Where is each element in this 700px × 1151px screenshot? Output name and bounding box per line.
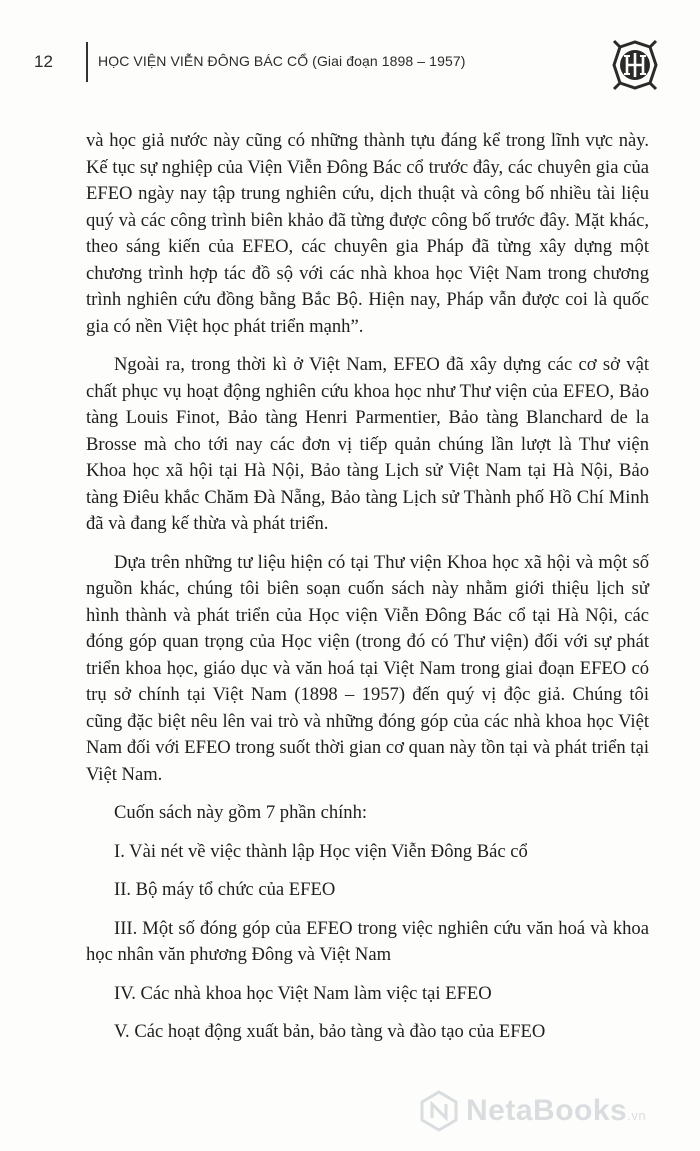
list-item-3: III. Một số đóng góp của EFEO trong việc nghiên cứu văn hoá và khoa học nhân văn phương Đông và Việt Nam [86,917,649,965]
running-title: HỌC VIỆN VIỄN ĐÔNG BÁC CỔ (Giai đoạn 1898 – 1957) [98,53,466,69]
list-item-4: IV. Các nhà khoa học Việt Nam làm việc tại EFEO [114,982,492,1004]
page-body [86,128,649,1058]
paragraph-3: Dựa trên những tư liệu hiện có tại Thư viện Khoa học xã hội và một số nguồn khác, chúng tôi biên soạn cuốn sách này nhằm giới thiệu lịch sử hình thành và phát triển của Học viện Viễn Đông Bác cổ tại Hà Nội, các đóng góp quan trọng của Học viện (trong đó có Thư viện) đối với sự phát triển khoa học, giáo dục và văn hoá tại Việt Nam trong giai đoạn EFEO có trụ sở chính tại Việt Nam (1898 – 1957) đến quý vị độc giả. Chúng tôi cũng đặc biệt nêu lên vai trò và những đóng góp của các nhà khoa học Việt Nam đối với EFEO trong suốt thời gian cơ quan này tồn tại và phát triển tại Việt Nam. [86,551,649,785]
header-divider [86,42,88,82]
list-item-2: II. Bộ máy tổ chức của EFEO [114,879,336,900]
paragraph-4: Cuốn sách này gồm 7 phần chính: [114,802,368,823]
watermark-brand: NetaBooks [466,1094,628,1127]
watermark-text [466,1094,646,1128]
watermark-suffix: .vn [627,1108,647,1123]
publisher-logo-icon [608,38,662,92]
paragraph-2: Ngoài ra, trong thời kì ở Việt Nam, EFEO đã xây dựng các cơ sở vật chất phục vụ hoạt động nghiên cứu khoa học như Thư viện của EFEO, Bảo tàng Louis Finot, Bảo tàng Henri Parmentier, Bảo tàng Blanchard de la Brosse mà cho tới nay các đơn vị tiếp quản chúng lần lượt là Thư viện Khoa học xã hội tại Hà Nội, Bảo tàng Lịch sử Việt Nam tại Hà Nội, Bảo tàng Điêu khắc Chăm Đà Nẵng, Bảo tàng Lịch sử Thành phố Hồ Chí Minh đã và đang kế thừa và phát triển. [86,354,649,534]
list-item-1: I. Vài nét về việc thành lập Học viện Viễn Đông Bác cổ [114,840,528,862]
watermark-logo-icon [418,1090,460,1132]
page-header [0,38,700,88]
paragraph-1: và học giả nước này cũng có những thành tựu đáng kể trong lĩnh vực này. Kế tục sự nghiệp của Viện Viễn Đông Bác cổ trước đây, các chuyên gia của EFEO ngày nay tập trung nghiên cứu, dịch thuật và công bố nhiều tài liệu quý và các công trình biên khảo đã từng được công bố trước đây. Mặt khác, theo sáng kiến của EFEO, các chuyên gia Pháp đã từng xây dựng một chương trình hợp tác đồ sộ với các nhà khoa học Việt Nam trong chương trình nghiên cứu đồng bằng Bắc Bộ. Hiện nay, Pháp vẫn được coi là quốc gia có nền Việt học phát triển mạnh”. [86,130,649,337]
watermark [418,1088,700,1136]
list-item-5: V. Các hoạt động xuất bản, bảo tàng và đào tạo của EFEO [114,1021,546,1042]
page-number: 12 [34,52,53,71]
